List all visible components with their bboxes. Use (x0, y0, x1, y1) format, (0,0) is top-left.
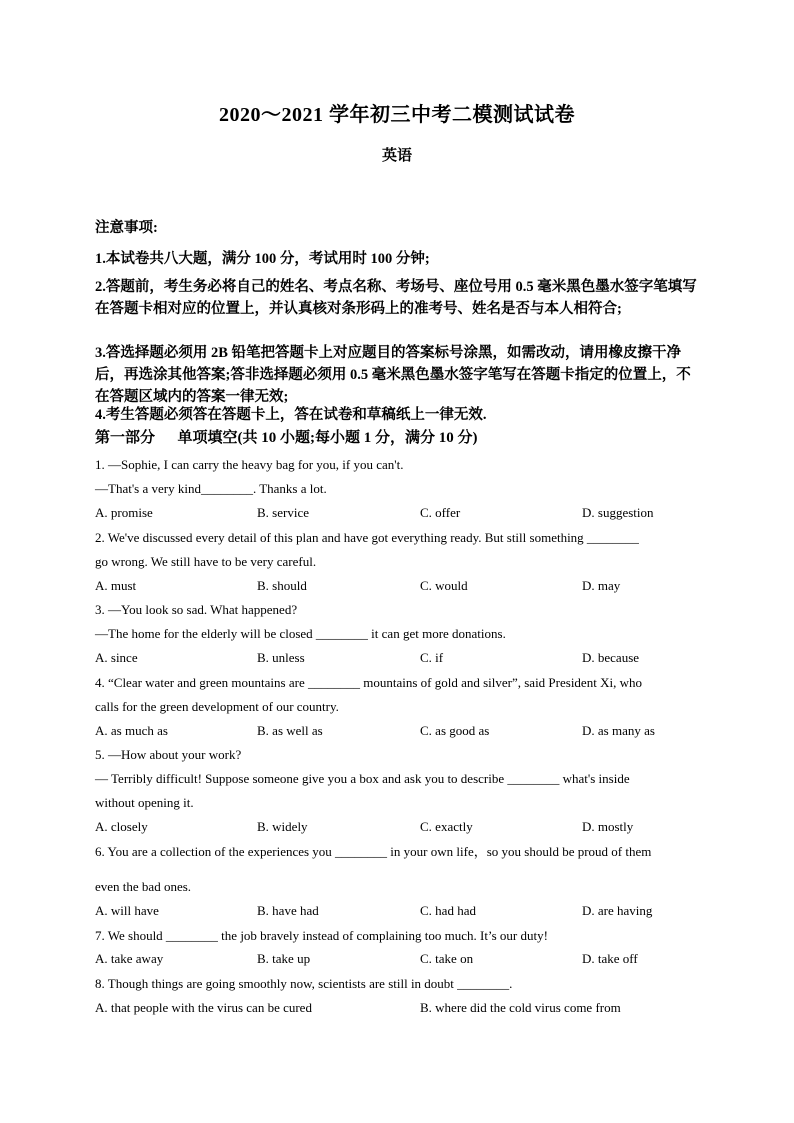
exam-title: 2020～2021 学年初三中考二模测试试卷 (219, 104, 575, 126)
question-line: 1. —Sophie, I can carry the heavy bag for you, if you can't. (95, 457, 404, 472)
notice-item-3: 3.答选择题必须用 2B 铅笔把答题卡上对应题目的答案标号涂黑，如需改动，请用橡皮擦干净后，再选涂其他答案;答非选择题必须用 0.5 毫米黑色墨水签字笔写在答题卡指定的位置上，不在答题区域内的答案一律无效; (95, 345, 691, 405)
option-c: C. take on (420, 951, 474, 966)
option-b: B. take up (257, 951, 311, 966)
option-a: A. promise (95, 505, 153, 520)
question-options (95, 578, 705, 596)
option-c: C. had had (420, 903, 476, 918)
option-d: D. mostly (582, 819, 634, 834)
option-b: B. widely (257, 819, 308, 834)
option-d: D. as many as (582, 723, 655, 738)
question-line: 4. “Clear water and green mountains are ________ mountains of gold and silver”, said President Xi, who (95, 675, 642, 690)
question-line: —The home for the elderly will be closed ________ it can get more donations. (95, 626, 506, 641)
option-b: B. have had (257, 903, 319, 918)
option-c: C. would (420, 578, 468, 593)
option-d: D. take off (582, 951, 638, 966)
question-options (95, 505, 705, 523)
option-d: D. because (582, 650, 640, 665)
question-options (95, 903, 705, 921)
question-line: 2. We've discussed every detail of this plan and have got everything ready. But still something ________ (95, 530, 639, 545)
option-b: B. should (257, 578, 307, 593)
notice-item-1: 1.本试卷共八大题，满分 100 分，考试用时 100 分钟; (95, 251, 430, 267)
option-b: B. where did the cold virus come from (420, 1000, 621, 1015)
question-line: 5. —How about your work? (95, 747, 242, 762)
option-a: A. as much as (95, 723, 168, 738)
option-b: B. as well as (257, 723, 323, 738)
question-line: —That's a very kind________. Thanks a lot. (95, 481, 327, 496)
option-c: C. as good as (420, 723, 490, 738)
option-b: B. unless (257, 650, 305, 665)
option-a: A. will have (95, 903, 159, 918)
question-line: even the bad ones. (95, 879, 192, 894)
question-line: 8. Though things are going smoothly now, scientists are still in doubt ________. (95, 976, 513, 991)
notice-item-4: 4.考生答题必须答在答题卡上，答在试卷和草稿纸上一律无效. (95, 407, 487, 423)
question-options (95, 951, 705, 969)
question-options (95, 1000, 705, 1018)
question-line: go wrong. We still have to be very careful. (95, 554, 317, 569)
exam-subject: 英语 (381, 148, 412, 164)
question-options (95, 819, 705, 837)
section-heading: 第一部分 单项填空(共 10 小题;每小题 1 分，满分 10 分) (95, 430, 478, 446)
option-b: B. service (257, 505, 309, 520)
option-a: A. must (95, 578, 137, 593)
option-a: A. since (95, 650, 138, 665)
question-line: 3. —You look so sad. What happened? (95, 602, 298, 617)
option-d: D. suggestion (582, 505, 654, 520)
question-line: 6. You are a collection of the experiences you ________ in your own life，so you should be proud of them (95, 844, 652, 859)
option-c: C. offer (420, 505, 461, 520)
option-d: D. may (582, 578, 621, 593)
option-c: C. if (420, 650, 444, 665)
option-a: A. closely (95, 819, 148, 834)
option-c: C. exactly (420, 819, 473, 834)
notice-heading: 注意事项: (95, 220, 158, 236)
option-a: A. that people with the virus can be cured (95, 1000, 312, 1015)
question-line: calls for the green development of our country. (95, 699, 339, 714)
option-a: A. take away (95, 951, 164, 966)
question-line: without opening it. (95, 795, 194, 810)
question-options (95, 650, 705, 668)
question-options (95, 723, 705, 741)
option-d: D. are having (582, 903, 653, 918)
question-line: 7. We should ________ the job bravely instead of complaining too much. It’s our duty! (95, 928, 548, 943)
question-line: — Terribly difficult! Suppose someone give you a box and ask you to describe ________ what's inside (95, 771, 630, 786)
notice-item-2: 2.答题前，考生务必将自己的姓名、考点名称、考场号、座位号用 0.5 毫米黑色墨水签字笔填写在答题卡相对应的位置上，并认真核对条形码上的准考号、姓名是否与本人相符合; (95, 279, 697, 317)
